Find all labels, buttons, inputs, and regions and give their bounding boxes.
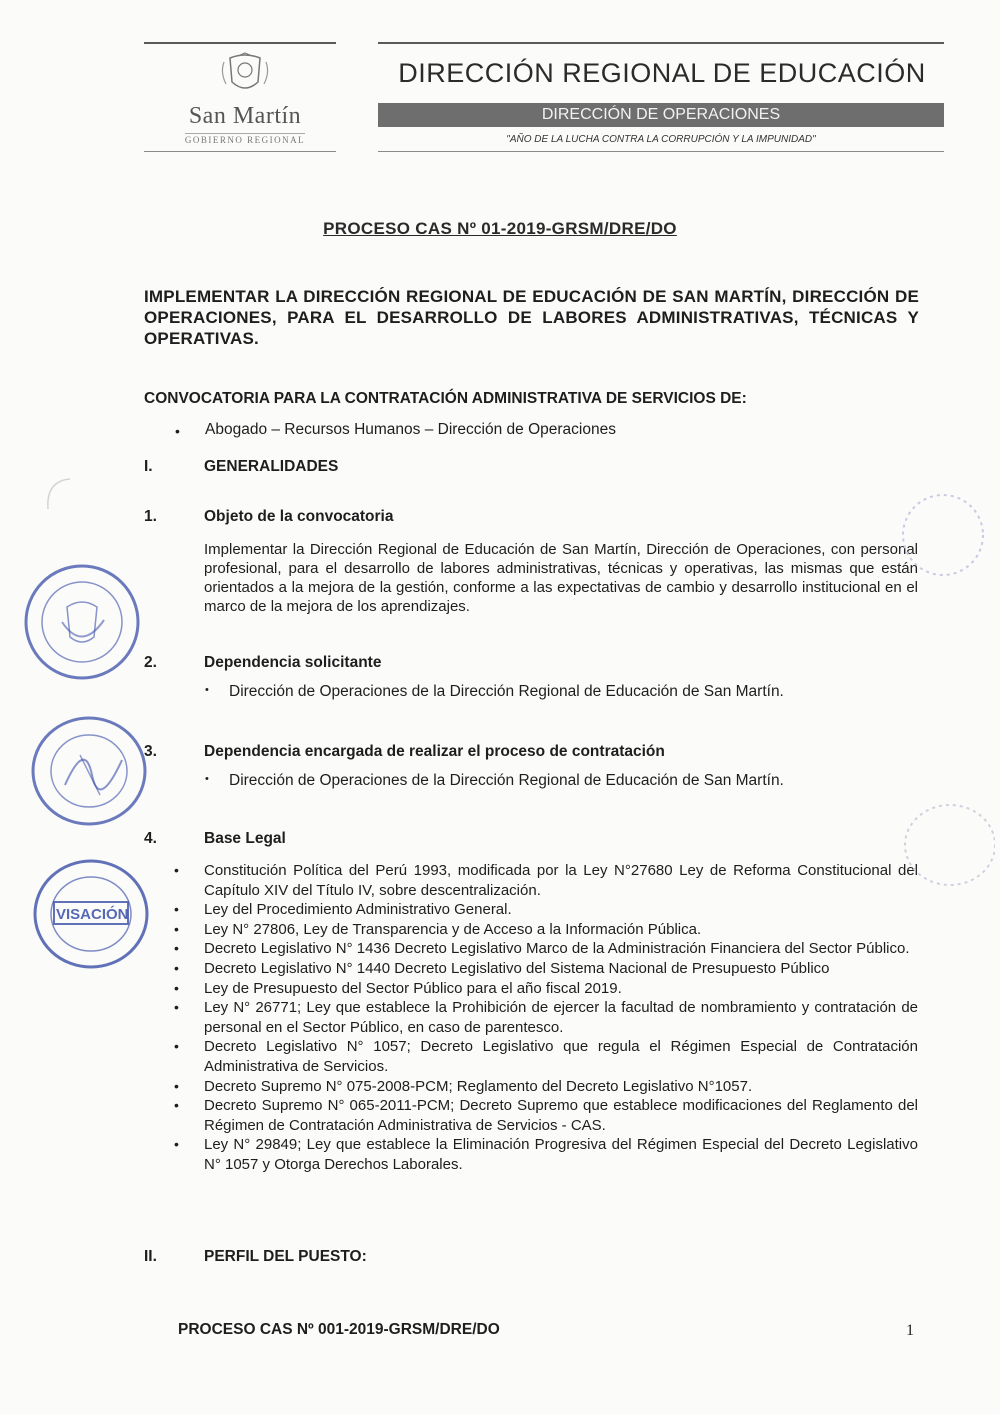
section-2-number: II. <box>144 1248 157 1265</box>
list-item: • Ley de Presupuesto del Sector Público para el año fiscal 2019. <box>174 979 918 999</box>
bullet-icon: • <box>205 773 209 785</box>
item-2-number: 2. <box>144 654 157 671</box>
list-item: • Decreto Legislativo N° 1440 Decreto Legislativo del Sistema Nacional de Presupuesto Público <box>174 959 918 979</box>
faded-stamp-icon <box>40 475 80 515</box>
bullet-icon: • <box>205 684 209 696</box>
list-item: • Decreto Legislativo N° 1436 Decreto Legislativo Marco de la Administración Financiera del Sector Público. <box>174 939 918 959</box>
faded-stamp-icon <box>898 490 988 580</box>
header-rule-right-top <box>378 42 944 44</box>
page-number: 1 <box>906 1322 914 1339</box>
item-1-title: Objeto de la convocatoria <box>204 508 394 525</box>
subheader-bar: DIRECCIÓN DE OPERACIONES <box>378 103 944 127</box>
list-item: • Decreto Supremo N° 065-2011-PCM; Decreto Supremo que establece modificaciones del Reglamento del Régimen de Contratación Administrativa de Servicios - CAS. <box>174 1096 918 1135</box>
coat-of-arms-icon <box>220 52 270 96</box>
list-item: • Decreto Legislativo N° 1057; Decreto Legislativo que regula el Régimen Especial de Contratación Administrativa de Servicios. <box>174 1037 918 1076</box>
item-1-text: Implementar la Dirección Regional de Educación de San Martín, Dirección de Operaciones, con personal profesional, para el desarrollo de labores administrativas, técnicas y operativas, las mismas que están orientados a la mejora de la gestión, conforme a las expectativas de cambio y desarrollo institucional en el marco de la mejora de los aprendizajes. <box>204 541 918 615</box>
summons-heading: CONVOCATORIA PARA LA CONTRATACIÓN ADMINISTRATIVA DE SERVICIOS DE: <box>144 390 747 407</box>
item-3-title: Dependencia encargada de realizar el proceso de contratación <box>204 743 665 760</box>
header-rule-left-top <box>144 42 336 44</box>
list-item: • Ley N° 26771; Ley que establece la Prohibición de ejercer la facultad de nombramiento y contratación de personal en el Sector Público, en caso de parentesco. <box>174 998 918 1037</box>
stamp-1-icon <box>22 562 142 682</box>
item-2-bullet: Dirección de Operaciones de la Dirección Regional de Educación de San Martín. <box>229 683 784 700</box>
item-3-bullet: Dirección de Operaciones de la Dirección Regional de Educación de San Martín. <box>229 772 784 789</box>
footer-code: PROCESO CAS Nº 001-2019-GRSM/DRE/DO <box>178 1321 500 1338</box>
section-1-title: GENERALIDADES <box>204 458 339 475</box>
item-4-number: 4. <box>144 830 157 847</box>
section-1-number: I. <box>144 458 153 475</box>
section-2-title: PERFIL DEL PUESTO: <box>204 1248 367 1265</box>
faded-stamp-icon <box>895 800 995 890</box>
main-heading: IMPLEMENTAR LA DIRECCIÓN REGIONAL DE EDUCACIÓN DE SAN MARTÍN, DIRECCIÓN DE OPERACIONES, PARA EL DESARROLLO DE LABORES ADMINISTRATIVAS, TÉCNICAS Y OPERATIVAS. <box>144 287 919 348</box>
header-rule-left-bottom <box>144 151 336 152</box>
item-3-number: 3. <box>144 743 157 760</box>
list-item: • Ley N° 29849; Ley que establece la Eliminación Progresiva del Régimen Especial del Decreto Legislativo N° 1057 y Otorga Derechos Laborales. <box>174 1135 918 1174</box>
item-4-title: Base Legal <box>204 830 286 847</box>
header-title: DIRECCIÓN REGIONAL DE EDUCACIÓN <box>398 58 926 88</box>
item-1-number: 1. <box>144 508 157 525</box>
list-item: • Ley del Procedimiento Administrativo General. <box>174 900 918 920</box>
logo-brand: San Martín <box>188 103 302 129</box>
list-item: • Decreto Supremo N° 075-2008-PCM; Reglamento del Decreto Legislativo N°1057. <box>174 1077 918 1097</box>
stamp-2-icon <box>30 715 148 827</box>
header-motto: "AÑO DE LA LUCHA CONTRA LA CORRUPCIÓN Y LA IMPUNIDAD" <box>506 134 816 145</box>
header-rule-right-bottom <box>378 151 944 152</box>
logo-subtitle: GOBIERNO REGIONAL <box>184 135 306 145</box>
bullet-icon: • <box>175 423 180 439</box>
logo <box>160 52 330 148</box>
summons-position: Abogado – Recursos Humanos – Dirección de Operaciones <box>205 421 616 438</box>
list-item: • Constitución Política del Perú 1993, modificada por la Ley N°27680 Ley de Reforma Constitucional del Capítulo XIV del Título IV, sobre descentralización. <box>174 861 918 900</box>
stamp-3-label: VISACIÓN <box>56 906 129 923</box>
item-2-title: Dependencia solicitante <box>204 654 382 671</box>
list-item: • Ley N° 27806, Ley de Transparencia y de Acceso a la Información Pública. <box>174 920 918 940</box>
legal-basis-list <box>174 861 918 1175</box>
process-title: PROCESO CAS Nº 01-2019-GRSM/DRE/DO <box>323 219 677 238</box>
